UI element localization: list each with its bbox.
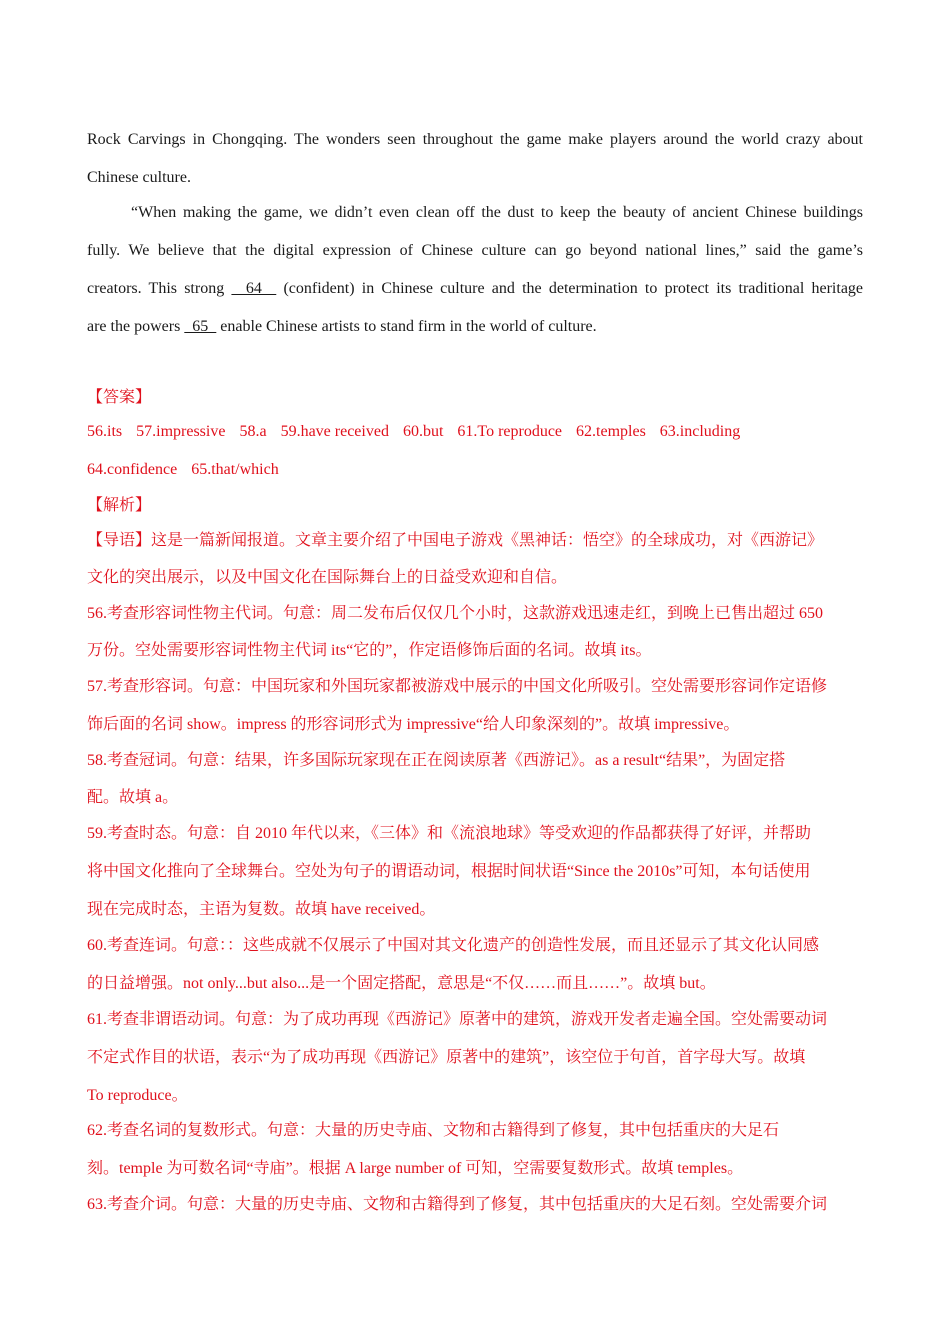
passage-line-1: Rock Carvings in Chongqing. The wonders seen throughout the game make players around the world crazy about bbox=[87, 131, 863, 148]
analysis-line: 万份。空处需要形容词性物主代词 its“它的”，作定语修饰后面的名词。故填 its。 bbox=[87, 642, 652, 659]
passage-text: are the powers bbox=[87, 318, 185, 335]
answer-list-line-1 bbox=[87, 422, 863, 442]
analysis-line: 59.考查时态。句意：自 2010 年代以来，《三体》和《流浪地球》等受欢迎的作品都获得了好评，并帮助 bbox=[87, 825, 812, 842]
analysis-line: 56.考查形容词性物主代词。句意：周二发布后仅仅几个小时，这款游戏迅速走红，到晚上已售出超过 650 bbox=[87, 605, 824, 622]
answer-list-line-2 bbox=[87, 460, 863, 480]
analysis-line: 63.考查介词。句意：大量的历史寺庙、文物和古籍得到了修复，其中包括重庆的大足石刻。空处需要介词 bbox=[87, 1196, 828, 1213]
passage-text: enable Chinese artists to stand firm in the world of culture. bbox=[216, 318, 597, 335]
answer-item: 58.a bbox=[239, 423, 267, 440]
analysis-line: 文化的突出展示，以及中国文化在国际舞台上的日益受欢迎和自信。 bbox=[87, 569, 568, 586]
passage-text: (confident) in Chinese culture and the determination to protect its traditional heritage bbox=[276, 280, 864, 297]
analysis-line: 刻。temple 为可数名词“寺庙”。根据 A large number of 可知，空需要复数形式。故填 temples。 bbox=[87, 1160, 744, 1177]
answer-item: 62.temples bbox=[576, 423, 646, 440]
analysis-line: 不定式作目的状语，表示“为了成功再现《西游记》原著中的建筑”，该空位于句首，首字母大写。故填 bbox=[87, 1049, 806, 1066]
analysis-heading: 【解析】 bbox=[87, 497, 152, 514]
analysis-line: 58.考查冠词。句意：结果，许多国际玩家现在正在阅读原著《西游记》。as a result“结果”，为固定搭 bbox=[87, 752, 786, 769]
answer-heading: 【答案】 bbox=[87, 389, 152, 406]
answer-item: 59.have received bbox=[280, 423, 389, 440]
analysis-line: 61.考查非谓语动词。句意：为了成功再现《西游记》原著中的建筑，游戏开发者走遍全国。空处需要动词 bbox=[87, 1011, 828, 1028]
analysis-line: 将中国文化推向了全球舞台。空处为句子的谓语动词，根据时间状语“Since the 2010s”可知，本句话使用 bbox=[87, 863, 811, 880]
passage-line-5 bbox=[87, 279, 863, 299]
analysis-line: 饰后面的名词 show。impress 的形容词形式为 impressive“给人印象深刻的”。故填 impressive。 bbox=[87, 716, 740, 733]
analysis-line: 的日益增强。not only...but also...是一个固定搭配，意思是“不仅……而且……”。故填 but。 bbox=[87, 975, 716, 992]
answer-item: 63.including bbox=[659, 423, 741, 440]
passage-text: creators. This strong bbox=[87, 280, 232, 297]
blank-64: 64 bbox=[231, 280, 277, 297]
answer-item: 56.its bbox=[87, 423, 123, 440]
analysis-line: To reproduce。 bbox=[87, 1087, 188, 1104]
analysis-line: 57.考查形容词。句意：中国玩家和外国玩家都被游戏中展示的中国文化所吸引。空处需要形容词作定语修 bbox=[87, 678, 828, 695]
passage-line-3: “When making the game, we didn’t even clean off the dust to keep the beauty of ancient Chinese buildings bbox=[131, 204, 863, 221]
analysis-line: 现在完成时态，主语为复数。故填 have received。 bbox=[87, 901, 436, 918]
passage-line-4: fully. We believe that the digital expression of Chinese culture can go beyond national lines,” said the game’s bbox=[87, 242, 863, 259]
analysis-line: 【导语】这是一篇新闻报道。文章主要介绍了中国电子游戏《黑神话：悟空》的全球成功，对《西游记》 bbox=[87, 532, 824, 549]
answer-item: 65.that/which bbox=[191, 461, 279, 478]
analysis-line: 配。故填 a。 bbox=[87, 789, 179, 806]
analysis-line: 62.考查名词的复数形式。句意：大量的历史寺庙、文物和古籍得到了修复，其中包括重庆的大足石 bbox=[87, 1122, 780, 1139]
passage-line-2: Chinese culture. bbox=[87, 169, 191, 186]
passage-line-6 bbox=[87, 317, 863, 337]
analysis-line: 60.考查连词。句意：：这些成就不仅展示了中国对其文化遗产的创造性发展，而且还显示了其文化认同感 bbox=[87, 937, 820, 954]
answer-item: 60.but bbox=[402, 423, 444, 440]
answer-item: 57.impressive bbox=[136, 423, 226, 440]
answer-item: 61.To reproduce bbox=[457, 423, 563, 440]
answer-item: 64.confidence bbox=[87, 461, 178, 478]
blank-65: 65 bbox=[184, 318, 217, 335]
